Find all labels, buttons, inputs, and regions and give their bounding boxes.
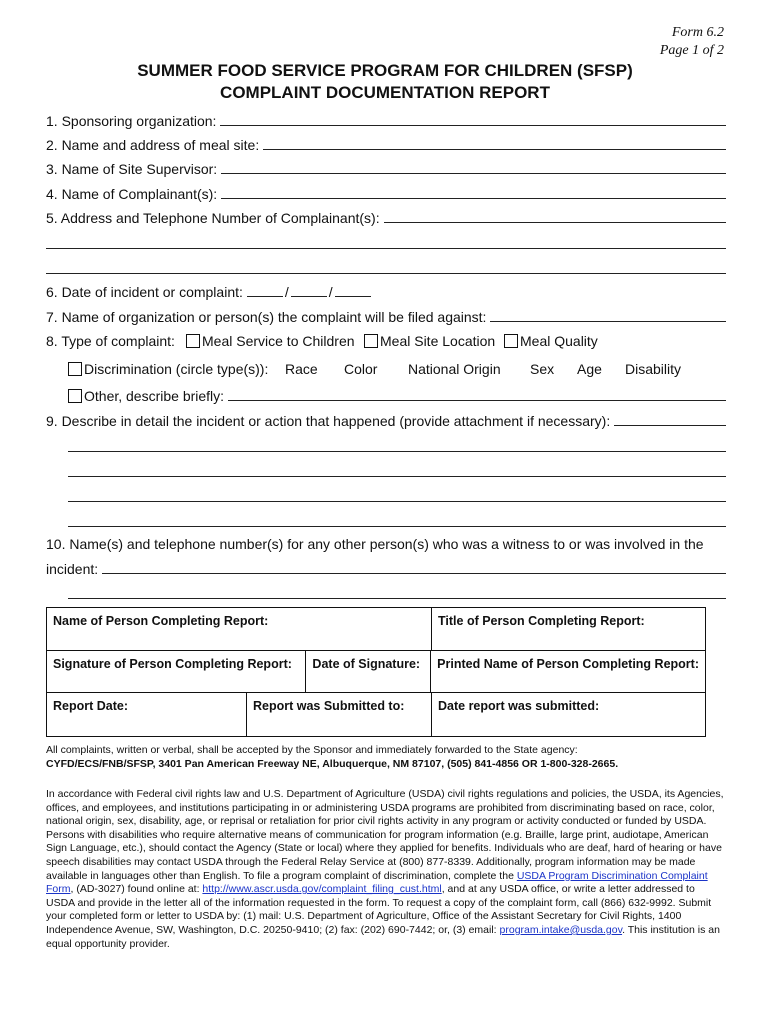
discrimination-option[interactable] bbox=[68, 360, 268, 378]
submission-note bbox=[46, 744, 726, 771]
incident-date-row bbox=[46, 283, 726, 301]
age-option[interactable]: Age bbox=[577, 361, 602, 377]
form-title-line2: COMPLAINT DOCUMENTATION REPORT bbox=[220, 83, 550, 102]
date-separator: / bbox=[328, 284, 333, 300]
agency-address: CYFD/ECS/FNB/SFSP, 3401 Pan American Freeway NE, Albuquerque, NM 87107, (505) 841-4856 OR 1-800-328-2665. bbox=[46, 757, 619, 770]
incident-description-row bbox=[46, 412, 726, 430]
incident-description-field[interactable] bbox=[614, 414, 726, 426]
nondiscrimination-text-3: , and at any USDA office, or write a letter addressed to USDA and provide in the letter all of the information requested in the form. To request a copy of the complaint form, call (866) 632-9992. Submit your completed form or letter to USDA by: (1) mail: U.S. Department of Agriculture, Office of the Assistant Secretary for Civil Rights, 1400 Independence Avenue, SW, Washington, D.C. 20250-9410; (2) fax: (202) 690-7442; or, (3) email: bbox=[46, 883, 712, 936]
complainant-address-label: 5. Address and Telephone Number of Complainant(s): bbox=[46, 210, 380, 226]
completion-row-2 bbox=[47, 650, 705, 692]
meal-quality-checkbox[interactable] bbox=[504, 334, 518, 348]
signature-cell[interactable] bbox=[47, 651, 305, 692]
nondiscrimination-text-4: . This institution is an equal opportunity provider. bbox=[46, 923, 720, 950]
other-row bbox=[68, 387, 726, 405]
filed-against-label: 7. Name of organization or person(s) the complaint will be filed against: bbox=[46, 309, 487, 325]
meal-site-label: 2. Name and address of meal site: bbox=[46, 137, 260, 153]
other-checkbox[interactable] bbox=[68, 389, 82, 403]
meal-service-label: Meal Service to Children bbox=[202, 333, 355, 349]
witness-field[interactable] bbox=[102, 562, 726, 574]
complaint-filing-url-link[interactable]: http://www.ascr.usda.gov/complaint_filing_cust.html bbox=[202, 883, 442, 896]
page-number: Page 1 of 2 bbox=[659, 43, 724, 58]
incident-description-line-4[interactable] bbox=[68, 501, 726, 502]
signature-label: Signature of Person Completing Report: bbox=[53, 657, 292, 671]
incident-description-line-5[interactable] bbox=[68, 526, 726, 527]
completion-table bbox=[46, 607, 706, 737]
incident-day-field[interactable] bbox=[291, 285, 327, 297]
discrimination-label: Discrimination (circle type(s)): bbox=[84, 361, 269, 377]
completion-row-1 bbox=[47, 608, 705, 650]
discrimination-checkbox[interactable] bbox=[68, 362, 82, 376]
incident-description-line-3[interactable] bbox=[68, 476, 726, 477]
meal-quality-label: Meal Quality bbox=[520, 333, 598, 349]
form-title-line1: SUMMER FOOD SERVICE PROGRAM FOR CHILDREN (SFSP) bbox=[137, 61, 633, 80]
national-origin-option[interactable]: National Origin bbox=[408, 361, 501, 377]
submitted-to-cell[interactable] bbox=[246, 693, 431, 736]
sex-option[interactable]: Sex bbox=[530, 361, 555, 377]
site-supervisor-field[interactable] bbox=[221, 162, 726, 174]
incident-description-line-2[interactable] bbox=[68, 451, 726, 452]
printed-name-cell[interactable] bbox=[430, 651, 705, 692]
meal-service-checkbox[interactable] bbox=[186, 334, 200, 348]
date-submitted-cell[interactable] bbox=[431, 693, 705, 736]
complainant-name-label: 4. Name of Complainant(s): bbox=[46, 186, 218, 202]
meal-site-option-label: Meal Site Location bbox=[380, 333, 496, 349]
site-supervisor-row bbox=[46, 160, 726, 178]
complaint-type-label: 8. Type of complaint: bbox=[46, 333, 175, 349]
meal-site-checkbox[interactable] bbox=[364, 334, 378, 348]
other-description-field[interactable] bbox=[228, 389, 726, 401]
title-completing-cell[interactable] bbox=[431, 608, 705, 650]
name-completing-label: Name of Person Completing Report: bbox=[53, 614, 269, 628]
disability-option[interactable]: Disability bbox=[625, 361, 682, 377]
sponsoring-organization-label: 1. Sponsoring organization: bbox=[46, 113, 217, 129]
title-completing-label: Title of Person Completing Report: bbox=[438, 614, 645, 628]
complainant-name-field[interactable] bbox=[221, 187, 726, 199]
witness-incident-label: incident: bbox=[46, 561, 99, 577]
witness-label: 10. Name(s) and telephone number(s) for any other person(s) who was a witness to or was involved in the bbox=[46, 536, 704, 552]
incident-date-label: 6. Date of incident or complaint: bbox=[46, 284, 243, 300]
complaint-form-link[interactable]: USDA Program Discrimination Complaint Form bbox=[46, 869, 708, 896]
incident-description-label: 9. Describe in detail the incident or action that happened (provide attachment if necessary): bbox=[46, 413, 611, 429]
filed-against-field[interactable] bbox=[490, 310, 726, 322]
complainant-name-row bbox=[46, 185, 726, 203]
submitted-to-label: Report was Submitted to: bbox=[253, 699, 405, 713]
meal-site-field[interactable] bbox=[263, 138, 726, 150]
program-intake-email-link[interactable]: program.intake@usda.gov bbox=[499, 923, 623, 936]
date-submitted-label: Date report was submitted: bbox=[438, 699, 600, 713]
report-date-cell[interactable] bbox=[47, 693, 246, 736]
complainant-address-line-2[interactable] bbox=[46, 248, 726, 249]
witness-line-2[interactable] bbox=[68, 598, 726, 599]
filed-against-row bbox=[46, 308, 726, 326]
color-option[interactable]: Color bbox=[344, 361, 378, 377]
date-signature-cell[interactable] bbox=[305, 651, 430, 692]
meal-site-option[interactable] bbox=[364, 332, 495, 350]
completion-row-3 bbox=[47, 692, 705, 736]
witness-row-2 bbox=[46, 560, 726, 578]
accept-note: All complaints, written or verbal, shall be accepted by the Sponsor and immediately forwarded to the State agency: bbox=[46, 744, 578, 756]
date-signature-label: Date of Signature: bbox=[312, 657, 421, 671]
race-option[interactable]: Race bbox=[285, 361, 318, 377]
form-reference bbox=[660, 24, 724, 60]
site-supervisor-label: 3. Name of Site Supervisor: bbox=[46, 161, 218, 177]
form-number: Form 6.2 bbox=[671, 25, 724, 40]
meal-quality-option[interactable] bbox=[504, 332, 598, 350]
nondiscrimination-statement bbox=[46, 788, 726, 951]
nondiscrimination-text-2: , (AD-3027) found online at: bbox=[70, 883, 200, 896]
meal-service-option[interactable] bbox=[186, 332, 355, 350]
sponsoring-organization-row bbox=[46, 112, 726, 130]
incident-year-field[interactable] bbox=[335, 285, 371, 297]
name-completing-cell[interactable] bbox=[47, 608, 431, 650]
incident-month-field[interactable] bbox=[247, 285, 283, 297]
complainant-address-field[interactable] bbox=[384, 211, 726, 223]
sponsoring-organization-field[interactable] bbox=[220, 114, 726, 126]
date-separator: / bbox=[284, 284, 289, 300]
printed-name-label: Printed Name of Person Completing Report: bbox=[437, 657, 699, 671]
nondiscrimination-text-1: In accordance with Federal civil rights law and U.S. Department of Agriculture (USDA) civil rights regulations and policies, the USDA, its Agencies, offices, and employees, and institutions participating in or administering USDA programs are prohibited from discriminating based on race, color, national origin, sex, disability, age, or reprisal or retaliation for prior civil rights activity in any program or activity conducted or funded by USDA. Persons with disabilities who require alternative means of communication for program information (e.g. Braille, large print, audiotape, American Sign Language, etc.), should contact the Agency (State or local) where they applied for benefits. Individuals who are deaf, hard of hearing or have speech disabilities may contact USDA through the Federal Relay Service at (800) 877-8339. Additionally, program information may be made available in languages other than English. To file a program complaint of discrimination, complete the bbox=[46, 788, 724, 882]
complainant-address-line-3[interactable] bbox=[46, 273, 726, 274]
meal-site-row bbox=[46, 136, 726, 154]
complainant-address-row bbox=[46, 209, 726, 227]
witness-row-1 bbox=[46, 535, 726, 553]
other-label: Other, describe briefly: bbox=[84, 388, 225, 404]
report-date-label: Report Date: bbox=[53, 699, 129, 713]
